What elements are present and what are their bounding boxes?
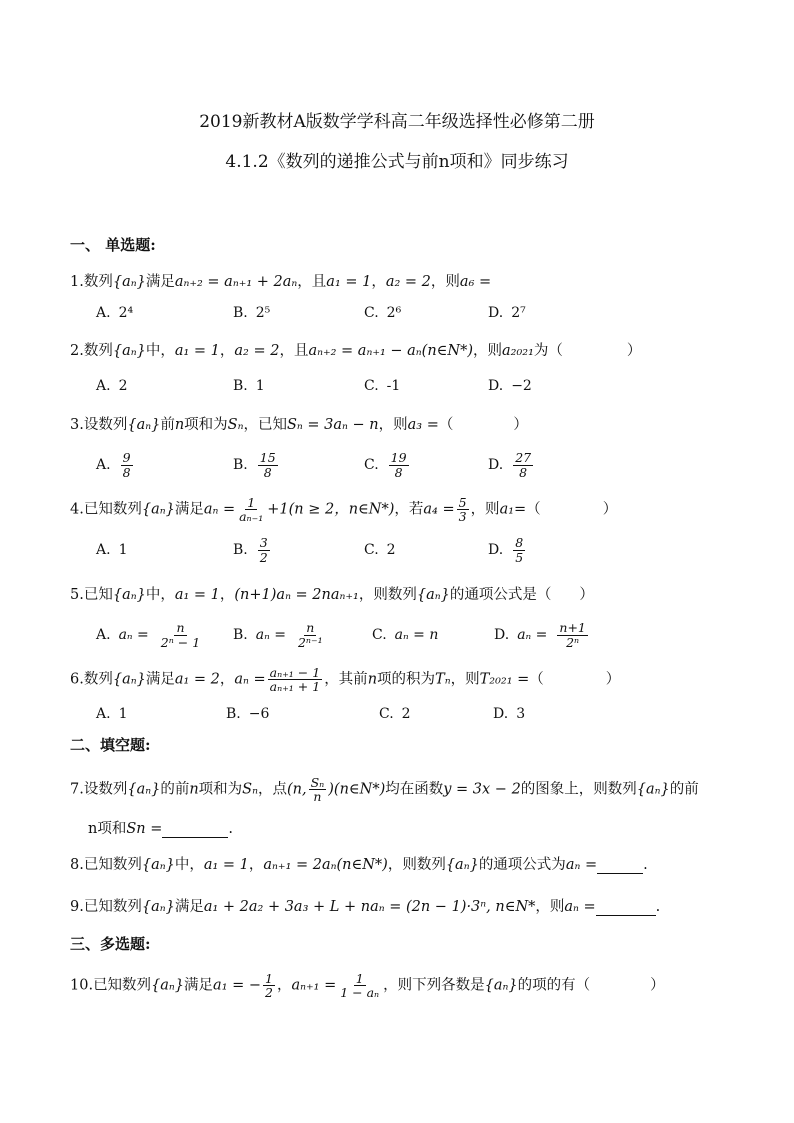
question-8: 8.已知数列{aₙ}中，a₁ = 1，aₙ₊₁ = 2aₙ(n∈N*)，则数列{aₙ}的通项公式为aₙ = . <box>70 857 648 873</box>
question-9: 9.已知数列{aₙ}满足a₁ + 2a₂ + 3a₃ + L + naₙ = (2n − 1)·3ⁿ, n∈N*，则aₙ = . <box>70 899 661 915</box>
option-c[interactable]: C. 2⁶ <box>364 305 402 321</box>
question-2: 2.数列{aₙ}中，a₁ = 1，a₂ = 2，且aₙ₊₂ = aₙ₊₁ − aₙ(n∈N*)，则a₂₀₂₁为（ ） <box>70 343 642 359</box>
fraction: $\frac{15}{8}$ <box>259 450 276 480</box>
fraction: $\frac{1}{\text{1 − aₙ}}$ <box>340 971 380 1001</box>
option-b[interactable]: B. 2⁵ <box>233 305 271 321</box>
option-d[interactable]: D. 3 <box>493 706 526 722</box>
question-7-line2: n项和Sn = . <box>88 821 233 837</box>
option-b[interactable]: B. aₙ = $\frac{n}{\text{2ⁿ⁻¹}}$ <box>233 620 323 650</box>
option-a[interactable]: A. 1 <box>96 706 128 722</box>
fraction: $\frac{9}{8}$ <box>122 450 131 480</box>
option-b[interactable]: B. −6 <box>226 706 270 722</box>
question-3-options <box>96 448 736 482</box>
option-c[interactable]: C. 2 <box>379 706 411 722</box>
option-b[interactable]: B. 1 <box>233 378 265 394</box>
question-7: 7.设数列{aₙ}的前n项和为Sₙ，点(n, $\frac{\text{Sₙ}}{n}$ )(n∈N*)均在函数y = 3x − 2的图象上，则数列{aₙ}的前 <box>70 775 699 805</box>
option-a[interactable]: A. $\frac{9}{8}$ <box>96 450 131 480</box>
fraction: $\frac{n}{\text{2ⁿ⁻¹}}$ <box>297 620 323 650</box>
doc-title-line2: 4.1.2《数列的递推公式与前n项和》同步练习 <box>225 152 569 172</box>
option-c[interactable]: C. 2 <box>364 542 396 558</box>
question-6-options <box>96 697 736 731</box>
answer-blank-8[interactable] <box>597 873 643 874</box>
option-a[interactable]: A. aₙ = $\frac{n}{\text{2ⁿ − 1}}$ <box>96 620 201 650</box>
answer-blank-7[interactable] <box>162 837 228 838</box>
option-a[interactable]: A. 2 <box>96 378 128 394</box>
fraction: $\frac{n+1}{\text{2ⁿ}}$ <box>559 620 586 650</box>
question-4: 4.已知数列{aₙ}满足aₙ = $\frac{1}{\text{aₙ₋₁}}$ +1(n ≥ 2，n∈N*)，若a₄ = $\frac{5}{3}$ ，则a₁=（ ） <box>70 495 618 525</box>
option-d[interactable]: D. 2⁷ <box>488 305 526 321</box>
question-1-options <box>96 296 736 330</box>
fraction: $\frac{1}{\text{aₙ₋₁}}$ <box>239 495 264 525</box>
section-fill-in: 二、填空题: <box>70 736 151 754</box>
fraction: $\frac{27}{8}$ <box>515 450 532 480</box>
option-c[interactable]: C. -1 <box>364 378 401 394</box>
question-1: 1.数列{aₙ}满足aₙ₊₂ = aₙ₊₁ + 2aₙ，且a₁ = 1，a₂ = 2，则a₆ = <box>70 274 492 290</box>
option-d[interactable]: D. aₙ = $\frac{n+1}{\text{2ⁿ}}$ <box>494 620 586 650</box>
option-d[interactable]: D. $\frac{27}{8}$ <box>488 450 532 480</box>
option-d[interactable]: D. −2 <box>488 378 532 394</box>
question-6: 6.数列{aₙ}满足a₁ = 2，aₙ = $\frac{\text{aₙ₊₁ − 1}}{\text{aₙ₊₁ + 1}}$ ，其前n项的积为Tₙ，则T₂₀₂₁ =（ ） <box>70 665 621 695</box>
fraction: $\frac{19}{8}$ <box>390 450 407 480</box>
fraction: $\frac{3}{2}$ <box>259 535 268 565</box>
fraction: $\frac{1}{2}$ <box>265 971 273 1001</box>
fraction: $\frac{\text{aₙ₊₁ − 1}}{\text{aₙ₊₁ + 1}}$ <box>269 665 321 695</box>
fraction: $\frac{n}{\text{2ⁿ − 1}}$ <box>160 620 201 650</box>
question-10: 10.已知数列{aₙ}满足a₁ = − $\frac{1}{2}$ ，aₙ₊₁ = $\frac{1}{\text{1 − aₙ}}$ ，则下列各数是{aₙ}的项的有（ ） <box>70 971 665 1001</box>
section-multi-choice: 三、多选题: <box>70 935 151 953</box>
option-b[interactable]: B. $\frac{15}{8}$ <box>233 450 276 480</box>
question-4-options <box>96 533 736 567</box>
section-single-choice: 一、 单选题: <box>70 236 156 254</box>
fraction: $\frac{5}{3}$ <box>458 495 467 525</box>
option-c[interactable]: C. aₙ = n <box>372 627 439 643</box>
question-5: 5.已知{aₙ}中，a₁ = 1，(n+1)aₙ = 2naₙ₊₁，则数列{aₙ}的通项公式是（ ） <box>70 587 594 603</box>
fraction: $\frac{\text{Sₙ}}{n}$ <box>310 775 325 805</box>
question-3: 3.设数列{aₙ}前n项和为Sₙ，已知Sₙ = 3aₙ − n，则a₃ =（ ） <box>70 417 528 433</box>
fraction: $\frac{8}{5}$ <box>515 535 524 565</box>
option-a[interactable]: A. 2⁴ <box>96 305 134 321</box>
option-b[interactable]: B. $\frac{3}{2}$ <box>233 535 268 565</box>
question-5-options <box>96 618 736 652</box>
answer-blank-9[interactable] <box>596 915 656 916</box>
doc-title-line1: 2019新教材A版数学学科高二年级选择性必修第二册 <box>199 112 595 132</box>
option-d[interactable]: D. $\frac{8}{5}$ <box>488 535 524 565</box>
option-a[interactable]: A. 1 <box>96 542 128 558</box>
option-c[interactable]: C. $\frac{19}{8}$ <box>364 450 407 480</box>
question-2-options <box>96 369 736 403</box>
